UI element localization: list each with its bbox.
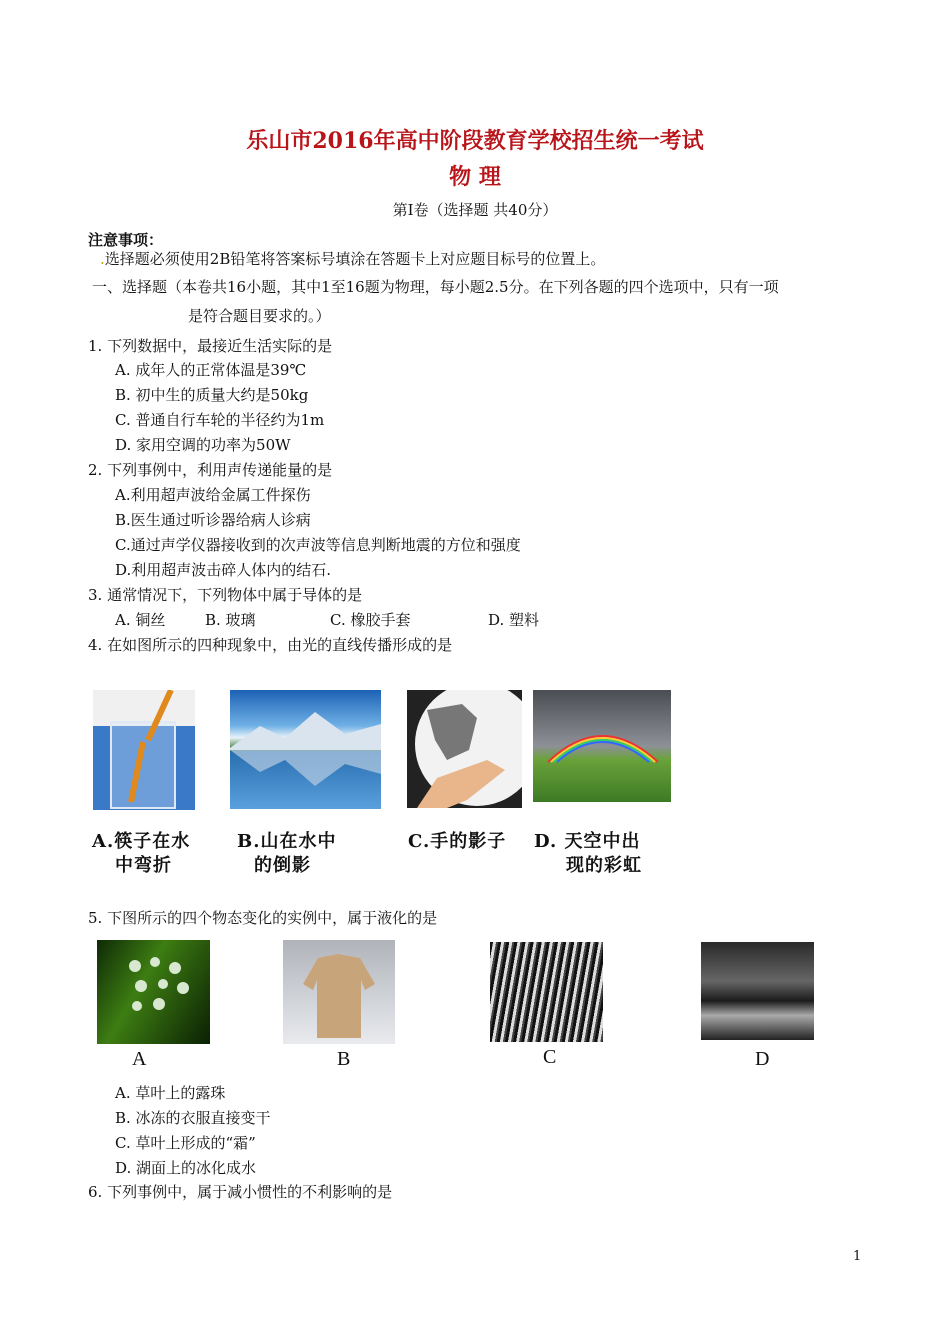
- question-3-option-b: B. 玻璃: [205, 611, 256, 629]
- chopsticks-in-water-image: [93, 690, 195, 810]
- question-3-option-d: D. 塑料: [488, 611, 540, 629]
- question-1-option-d: D. 家用空调的功率为50W: [115, 436, 291, 454]
- melting-lake-image: [701, 942, 814, 1040]
- part1-instructions-line2: 是符合题目要求的。）: [188, 307, 331, 325]
- rainbow-image: [533, 690, 671, 802]
- caption-a-line1: A.筷子在水: [92, 831, 191, 852]
- dew-on-grass-image: [97, 940, 210, 1044]
- question-5-stem: 5. 下图所示的四个物态变化的实例中，属于液化的是: [88, 909, 438, 927]
- frozen-clothes-image: [283, 940, 395, 1044]
- caption-c-line1: C.手的影子: [408, 831, 507, 852]
- caption-b-line2: 的倒影: [254, 855, 311, 876]
- hand-shadow-image: [407, 690, 522, 808]
- notes-heading: 注意事项：: [88, 231, 164, 249]
- notes-line-text: 选择题必须使用2B铅笔将答案标号填涂在答题卡上对应题目标号的位置上。: [104, 250, 606, 268]
- caption-d-line2: 现的彩虹: [566, 855, 642, 876]
- bullet-dot: .: [100, 250, 105, 268]
- mountain-reflection-image: [230, 690, 381, 809]
- frozen-jacket-icon: [283, 940, 395, 1044]
- section-heading: 第I卷（选择题 共40分）: [392, 201, 558, 219]
- subject-title: 物 理: [449, 164, 501, 190]
- caption-d-line1: D. 天空中出: [534, 831, 641, 852]
- question-2-option-a: A.利用超声波给金属工件探伤: [115, 486, 311, 504]
- question-1-stem: 1. 下列数据中，最接近生活实际的是: [88, 337, 333, 355]
- rainbow-icon: [533, 690, 671, 802]
- image-label-c: C: [543, 1046, 557, 1068]
- image-label-d: D: [755, 1048, 770, 1070]
- question-3-option-c: C. 橡胶手套: [330, 611, 411, 629]
- question-3-stem: 3. 通常情况下，下列物体中属于导体的是: [88, 586, 363, 604]
- part1-instructions-line1: 一、选择题（本卷共16小题，其中1至16题为物理，每小题2.5分。在下列各题的四个选项中，只有一项: [92, 278, 779, 296]
- pencil-in-glass-icon: [93, 690, 195, 810]
- question-5-option-b: B. 冰冻的衣服直接变干: [115, 1109, 271, 1127]
- caption-b-line1: B.山在水中: [237, 831, 337, 852]
- exam-title: 乐山市2016年高中阶段教育学校招生统一考试: [246, 128, 704, 154]
- question-5-option-c: C. 草叶上形成的“霜”: [115, 1134, 256, 1152]
- hand-shadow-icon: [407, 690, 522, 808]
- frost-on-grass-image: [490, 942, 603, 1042]
- question-2-stem: 2. 下列事例中，利用声传递能量的是: [88, 461, 333, 479]
- question-1-option-a: A. 成年人的正常体温是39℃: [115, 361, 307, 379]
- notes-line: [100, 249, 605, 269]
- image-label-b: B: [337, 1048, 351, 1070]
- question-1-option-b: B. 初中生的质量大约是50kg: [115, 386, 309, 404]
- question-3-option-a: A. 铜丝: [115, 611, 166, 629]
- question-2-option-b: B.医生通过听诊器给病人诊病: [115, 511, 311, 529]
- mountain-reflection-icon: [230, 690, 381, 809]
- question-5-option-a: A. 草叶上的露珠: [115, 1084, 226, 1102]
- dew-drops-icon: [97, 940, 210, 1044]
- page-number: 1: [853, 1249, 862, 1264]
- caption-a-line2: 中弯折: [115, 855, 172, 876]
- question-6-stem: 6. 下列事例中，属于减小惯性的不利影响的是: [88, 1183, 393, 1201]
- image-label-a: A: [132, 1048, 147, 1070]
- question-4-stem: 4. 在如图所示的四种现象中，由光的直线传播形成的是: [88, 636, 453, 654]
- question-2-option-c: C.通过声学仪器接收到的次声波等信息判断地震的方位和强度: [115, 536, 521, 554]
- question-2-option-d: D.利用超声波击碎人体内的结石.: [115, 561, 332, 579]
- question-1-option-c: C. 普通自行车轮的半径约为1m: [115, 411, 325, 429]
- question-5-option-d: D. 湖面上的冰化成水: [115, 1159, 257, 1177]
